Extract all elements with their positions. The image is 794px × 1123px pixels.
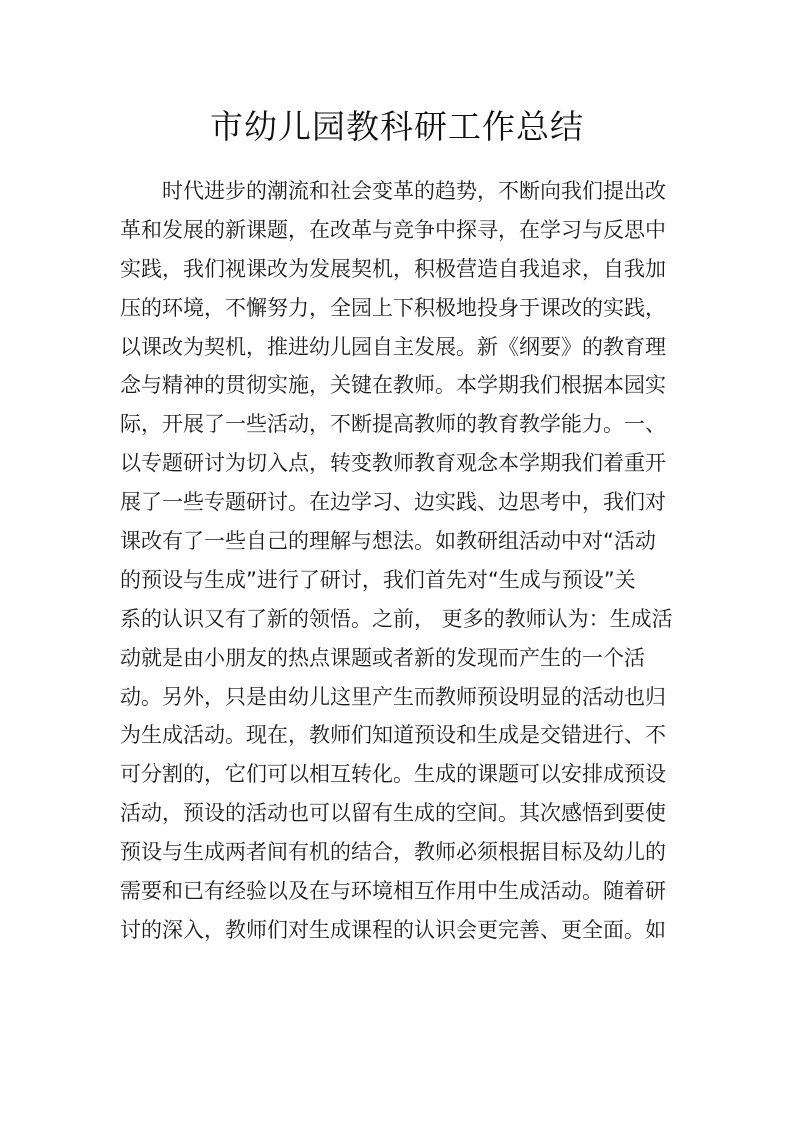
paragraph-line: 为生成活动。现在，教师们知道预设和生成是交错进行、不: [120, 723, 666, 748]
paragraph-line: 展了一些专题研讨。在边学习、边实践、边思考中，我们对: [120, 490, 666, 515]
paragraph-line: 讨的深入，教师们对生成课程的认识会更完善、更全面。如: [120, 917, 666, 942]
paragraph-line: 革和发展的新课题，在改革与竞争中探寻，在学习与反思中: [120, 217, 666, 242]
paragraph-line: 实践，我们视课改为发展契机，积极营造自我追求，自我加: [120, 256, 666, 281]
paragraph-line: 念与精神的贯彻实施，关键在教师。本学期我们根据本园实: [120, 373, 666, 398]
paragraph-line: 压的环境，不懈努力，全园上下积极地投身于课改的实践，: [120, 295, 666, 320]
paragraph-line: 以课改为契机，推进幼儿园自主发展。新《纲要》的教育理: [120, 334, 666, 359]
paragraph-line: 预设与生成两者间有机的结合，教师必须根据目标及幼儿的: [120, 840, 666, 865]
paragraph-line: 系的认识又有了新的领悟。之前， 更多的教师认为：生成活: [120, 606, 673, 631]
paragraph-line: 活动，预设的活动也可以留有生成的空间。其次感悟到要使: [120, 801, 666, 826]
document-title: 市幼儿园教科研工作总结: [210, 107, 584, 146]
paragraph-line: 时代进步的潮流和社会变革的趋势，不断向我们提出改: [162, 179, 666, 203]
paragraph-line: 动就是由小朋友的热点课题或者新的发现而产生的一个活: [120, 645, 645, 670]
document-body: [120, 172, 680, 950]
paragraph-line: 以专题研讨为切入点，转变教师教育观念本学期我们着重开: [120, 451, 666, 476]
paragraph-line: 际，开展了一些活动，不断提高教师的教育教学能力。一、: [120, 412, 666, 437]
paragraph-line: 课改有了一些自己的理解与想法。如教研组活动中对“活动: [120, 529, 656, 554]
paragraph-line: 可分割的，它们可以相互转化。生成的课题可以安排成预设: [120, 762, 666, 787]
paragraph-line: 动。另外，只是由幼儿这里产生而教师预设明显的活动也归: [120, 684, 666, 709]
paragraph-line: 的预设与生成”进行了研讨，我们首先对“生成与预设”关: [120, 567, 636, 592]
paragraph-line: 需要和已有经验以及在与环境相互作用中生成活动。随着研: [120, 879, 666, 904]
